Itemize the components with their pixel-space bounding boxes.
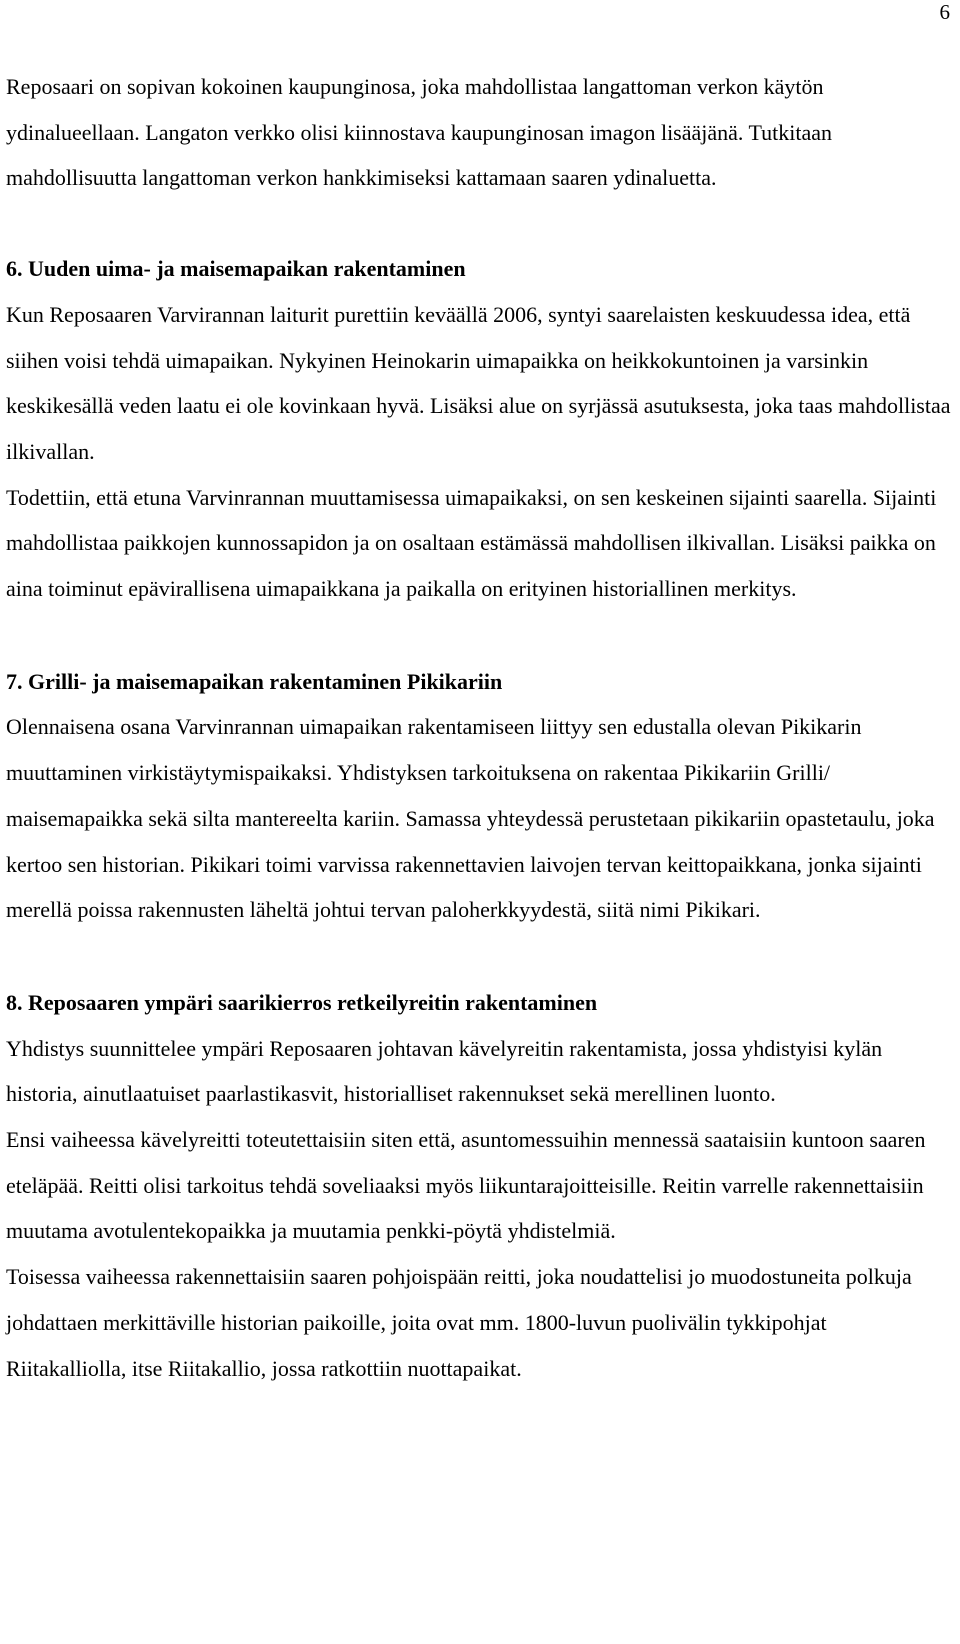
intro-paragraph: Reposaari on sopivan kokoinen kaupunginosa, joka mahdollistaa langattoman verkon käytön ydinalueellaan. Langaton verkko olisi kiinnostava kaupunginosan imagon lisääjänä. Tutkitaan mahdollisuutta langattoman verkon hankkimiseksi kattamaan saaren ydinaluetta. — [6, 74, 833, 191]
section-6 — [6, 246, 951, 612]
section-8 — [6, 980, 951, 1391]
section-paragraph: Kun Reposaaren Varvirannan laiturit purettiin keväällä 2006, syntyi saarelaisten keskuudessa idea, että siihen voisi tehdä uimapaikan. Nykyinen Heinokarin uimapaikka on heikkokuntoinen ja varsinkin keskikesällä veden laatu ei ole kovinkaan hyvä. Lisäksi alue on syrjässä asutuksesta, joka taas mahdollistaa ilkivallan. — [6, 301, 951, 464]
section-paragraph: Ensi vaiheessa kävelyreitti toteutettaisiin siten että, asuntomessuihin mennessä saataisiin kuntoon saaren eteläpää. Reitti olisi tarkoitus tehdä soveliaaksi myös liikuntarajoitteisille. Reitin varrelle rakennettaisiin muutama avotulentekopaikka ja muutamia penkki-pöytä yhdistelmiä. — [6, 1127, 926, 1244]
section-heading: 8. Reposaaren ympäri saarikierros retkeilyreitin rakentaminen — [6, 989, 598, 1015]
document-body — [6, 64, 951, 1391]
section-paragraph: Yhdistys suunnittelee ympäri Reposaaren johtavan kävelyreitin rakentamista, jossa yhdistyisi kylän historia, ainutlaatuiset paarlastikasvit, historialliset rakennukset sekä merellinen luonto. — [6, 1035, 883, 1107]
section-paragraph: Toisessa vaiheessa rakennettaisiin saaren pohjoispään reitti, joka noudattelisi jo muodostuneita polkuja johdattaen merkittäville historian paikoille, joita ovat mm. 1800-luvun puolivälin tykkipohjat Riitakalliolla, itse Riitakallio, jossa ratkottiin nuottapaikat. — [6, 1264, 912, 1381]
section-heading: 7. Grilli- ja maisemapaikan rakentaminen Pikikariin — [6, 668, 503, 694]
section-7 — [6, 659, 951, 933]
section-heading: 6. Uuden uima- ja maisemapaikan rakentaminen — [6, 256, 466, 282]
page-number: 6 — [939, 0, 950, 24]
section-paragraph: Olennaisena osana Varvinrannan uimapaikan rakentamiseen liittyy sen edustalla olevan Pikikarin muuttaminen virkistäytymispaikaksi. Yhdistyksen tarkoituksena on rakentaa Pikikariin Grilli/ maisemapaikka sekä silta mantereelta kariin. Samassa yhteydessä perustetaan pikikariin opastetaulu, joka kertoo sen historian. Pikikari toimi varvissa rakennettavien laivojen tervan keittopaikkana, jonka sijainti merellä poissa rakennusten läheltä johtui tervan paloherkkyydestä, siitä nimi Pikikari. — [6, 714, 935, 923]
section-paragraph: Todettiin, että etuna Varvinrannan muuttamisessa uimapaikaksi, on sen keskeinen sijainti saarella. Sijainti mahdollistaa paikkojen kunnossapidon ja on osaltaan estämässä mahdollisen ilkivallan. Lisäksi paikka on aina toiminut epävirallisena uimapaikkana ja paikalla on erityinen historiallinen merkitys. — [6, 484, 937, 602]
